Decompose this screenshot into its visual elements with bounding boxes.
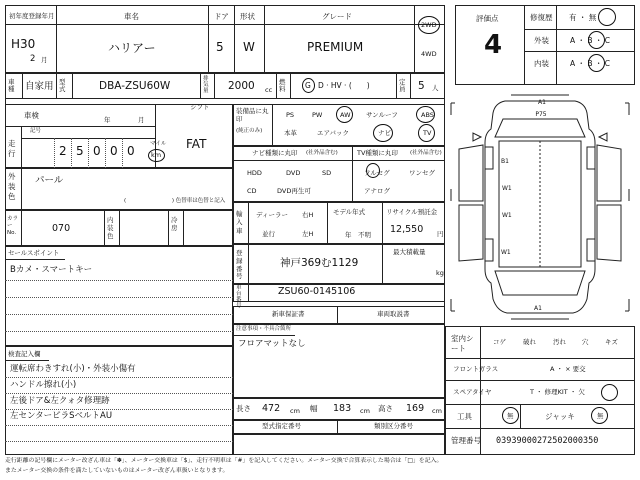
insp-year: 年 [104,116,111,124]
front-glass-label: フロントガラス [453,365,499,373]
reg-value: 神戸369む1129 [280,257,359,269]
drive-2wd: 2WD [421,21,437,29]
opt-aw-circle [336,106,353,123]
cap-unit: 人 [432,84,439,92]
opt-tv: TV [423,129,432,137]
dmg-left-rear: W1 [501,249,511,256]
shape-label: 形状 [240,12,255,21]
tv-full: フルセグ [364,169,390,177]
cool-label: 冷房 [171,216,178,232]
ext-circle [588,31,605,49]
unit-mile: マイル [150,141,167,147]
grade-label: グレード [322,12,352,21]
class-label: 類別区分番号 [374,422,413,430]
navi-dvdplay: DVD再生可 [277,187,311,195]
jack-label: ジャッキ [545,412,575,421]
drive-4wd: 4WD [421,50,437,58]
opt-abs: ABS [421,111,434,119]
year-label: 初年度登録年月 [9,12,55,20]
color-no-value: 070 [52,223,71,234]
dmg-left-front-door: B1 [501,158,509,165]
import-right: 右H [302,211,314,219]
exterior-note: ( ) 色替車は色替と記入 [124,198,226,204]
ext-opts: A ・ B ・ C [570,36,611,45]
int-yabure: 破れ [523,338,536,346]
ext-label: 外装 [534,36,549,45]
options-sub: (純正のみ) [236,128,263,134]
jack-value: 無 [597,412,604,420]
spare-label: スペアタイヤ [453,388,492,396]
inspector-label: 検査記入欄 [8,350,41,358]
color-no-label: カラーNo. [7,216,19,237]
selling-label: セールスポイント [8,249,60,257]
inspection-box [5,104,233,168]
row2-box [5,73,445,99]
footer-line-2: またメーター交換の条件を満たしていないものはメーター改ざん車扱いとなります。 [5,468,229,474]
opt-tv-circle [418,124,435,142]
shift-label: シフト [190,103,210,111]
navi-sub: (社外品含む) [306,150,338,156]
wid-value: 183 [333,403,352,414]
mileage-digit: 0 [127,144,135,158]
int-yogore: 汚れ [553,338,566,346]
hgt-value: 169 [406,403,425,414]
navi-hdd: HDD [247,169,262,177]
interior-label: 室内シート [451,334,474,353]
shape-value: W [243,40,255,54]
notes-label: 注意事項・不具合箇所 [236,326,292,332]
int-kizu: キズ [605,338,618,346]
int-koge: コゲ [493,338,506,346]
type-label: 型式 [59,78,66,94]
maxload-unit: kg [436,269,444,277]
use-value: 自家用 [25,81,54,92]
opt-aw: AW [340,111,351,119]
recycle-unit: 円 [437,230,444,238]
car-diagram [445,89,635,326]
recycle-value: 12,550 [390,224,424,235]
year-value: H30 [11,37,36,51]
chassis-value: ZSU60-0145106 [278,286,356,297]
opt-ps: PS [286,111,295,119]
recycle-label: リサイクル預託金 [386,208,438,216]
navi-dvd: DVD [286,169,301,177]
model-label: 車名 [124,12,139,21]
modelyear-value: 年 不明 [345,231,371,239]
inspector-line-4: 左センターピラSベルトAU [10,411,113,421]
disp-label: 排気量 [203,76,209,95]
repair-circle [598,8,616,26]
grade-value: PREMIUM [307,40,364,54]
selling-value: Bカメ・スマートキー [10,265,93,275]
tool-label: 工具 [457,412,472,421]
door-label: ドア [214,12,229,21]
wid-label: 幅 [310,404,318,413]
tv-full-circle [366,163,380,178]
tv-analog: アナログ [364,187,390,195]
front-glass-value: A ・ × 要交 [550,365,586,373]
tv-one: ワンセグ [409,169,435,177]
dmg-front-bumper: A1 [538,99,546,106]
inspector-line-1: 運転席わきすれ(小)・外装小傷有 [10,364,136,374]
exterior-value: パール [35,175,64,186]
model-value: ハリアー [108,41,156,55]
options-title: 装備品に丸印 [236,107,269,123]
len-value: 472 [262,403,281,414]
exterior-label: 外装色 [8,172,16,201]
mgmt-value: 03939000272502000350 [496,436,599,446]
shift-value: FAT [186,137,207,151]
len-label: 長さ [236,404,251,413]
int-ana: 穴 [582,338,589,346]
type-value: DBA-ZSU60W [99,80,171,92]
int-color-label: 内装色 [107,216,114,240]
navi-cd: CD [247,187,257,195]
tool-value: 無 [507,412,514,420]
mileage-label: 走行 [8,139,16,158]
import-parallel: 並行 [262,230,275,238]
import-dealer: ディーラー [256,211,288,219]
wid-unit: cm [360,407,370,415]
cap-value: 5 [418,80,425,92]
inspector-line-3: 左後ドア&左クォタ修理跡 [10,396,110,406]
navi-title: ナビ種類に丸印 [252,149,298,157]
mileage-sub: 記号 [30,128,42,134]
int-circle [588,54,605,72]
tool-circle [502,407,519,424]
spare-value: T ・ 修理KIT ・ 欠 [530,388,585,396]
dmg-rear-bumper: A1 [534,305,542,312]
hgt-unit: cm [432,407,442,415]
door-value: 5 [216,40,224,54]
kind-label: 車種 [8,78,15,94]
score-value: 4 [484,30,503,60]
jack-circle [591,407,608,424]
month-value: 2 [30,54,36,64]
warranty-label: 新車保証書 [272,310,305,318]
cap-label: 定員 [399,78,406,94]
tv-sub: (社外品含む) [410,150,442,156]
unit-km: km [151,151,162,159]
dmg-hood: P75 [535,111,547,118]
score-label: 評価点 [476,14,499,23]
repair-opts: 有 ・ 無 [569,13,597,22]
maxload-label: 最大積載量 [393,248,426,256]
modelyear-label: モデル年式 [333,208,366,216]
import-left: 左H [302,230,314,238]
mileage-digit: 0 [93,144,101,158]
insp-month: 月 [138,116,145,124]
tv-title: TV種類に丸印 [357,149,398,157]
mileage-digit: 0 [110,144,118,158]
dmg-left-rear-door: W1 [502,185,512,192]
opt-leather: 本革 [284,129,297,137]
inspection-label: 車検 [24,111,39,120]
opt-sunroof: サンルーフ [366,111,398,119]
int-opts: A ・ B ・ C [570,59,611,68]
opt-airbag: エアバック [317,129,349,137]
fuel-label: 燃料 [279,78,286,94]
manual-label: 車両取説書 [377,310,410,318]
len-unit: cm [290,407,300,415]
opt-navi: ナビ [378,129,391,137]
import-label: 輸入車 [236,210,243,235]
repair-label: 修復歴 [530,13,553,22]
disp-unit: cc [265,86,273,94]
hgt-label: 高さ [378,404,393,413]
notes-value: フロアマットなし [238,339,306,349]
disp-value: 2000 [228,80,255,92]
mileage-digit: 2 [59,144,67,158]
reg-label: 登録番号 [236,249,243,281]
int-label: 内装 [534,59,549,68]
type-designation-label: 型式指定番号 [262,422,301,430]
docs-box [233,306,445,324]
mgmt-label: 管理番号 [451,436,481,445]
chassis-label: 車台番号 [236,285,242,310]
opt-navi-circle [373,124,393,142]
opt-abs-circle [416,106,435,123]
dmg-left-quarter: W1 [502,212,512,219]
fuel-value: G · D · HV · ( ) [305,81,370,90]
opt-pw: PW [312,111,323,119]
navi-sd: SD [322,169,332,177]
mileage-digit: 5 [76,144,84,158]
inspector-line-2: ハンドル擦れ(小) [10,380,77,390]
month-unit: 月 [41,56,48,64]
spare-circle [601,384,618,401]
footer-line-1: 走行距離の記号欄にメーター改ざん車は「✽」、メーター交換車は「$」、走行不明車は「#」を記入してください。メーター交換で合算表示した場合は「□」を記入。 [5,458,443,464]
